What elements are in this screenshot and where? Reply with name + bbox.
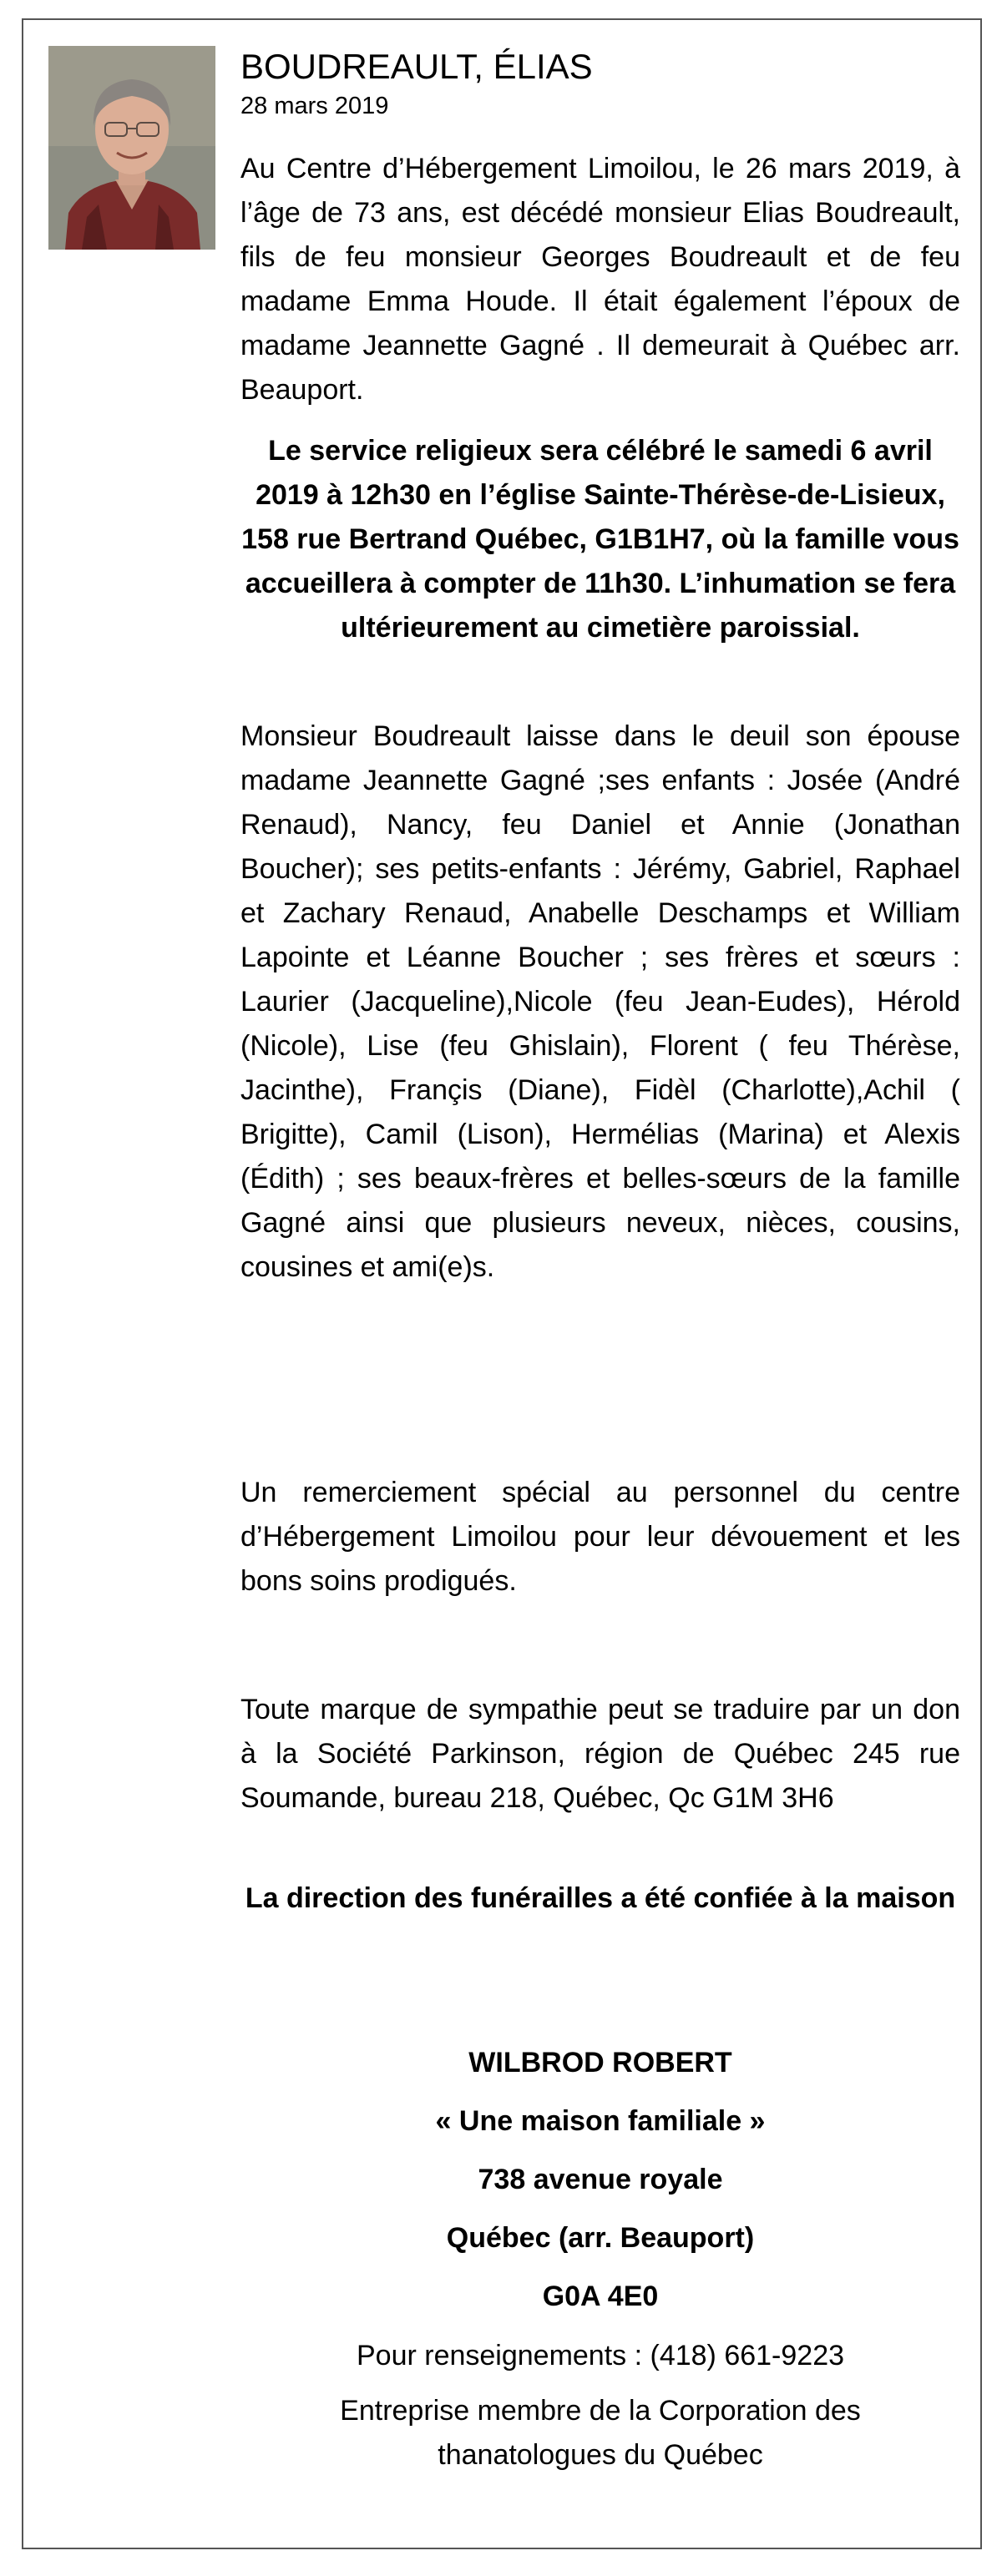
portrait-image — [48, 46, 215, 250]
funeral-home-tagline: « Une maison familiale » — [435, 2105, 766, 2137]
funeral-home-street: 738 avenue royale — [478, 2164, 723, 2195]
deceased-name: BOUDREAULT, ÉLIAS — [240, 47, 593, 86]
funeral-home-city: Québec (arr. Beauport) — [446, 2222, 755, 2254]
funeral-home-name: WILBROD ROBERT — [468, 2047, 732, 2078]
sympathy-paragraph: Toute marque de sympathie peut se traduire par un don à la Société Parkinson, région de Québec 245 rue Soumande, bureau 218, Québec, Qc G1M 3H6 — [240, 1694, 960, 1814]
thanks-paragraph: Un remerciement spécial au personnel du centre d’Hébergement Limoilou pour leur dévouement et les bons soins prodigués. — [240, 1477, 960, 1597]
service-announcement: Le service religieux sera célébré le samedi 6 avril 2019 à 12h30 en l’église Sainte-Thérèse-de-Lisieux, 158 rue Bertrand Québec, G1B1H7, où la famille vous accueillera à compter de 11h30. L’inhumation se fera ultérieurement au cimetière paroissial. — [241, 435, 959, 644]
portrait-photo — [48, 46, 215, 250]
info-phone: Pour renseignements : (418) 661-9223 — [356, 2340, 845, 2371]
family-paragraph: Monsieur Boudreault laisse dans le deuil son épouse madame Jeannette Gagné ;ses enfants : Josée (André Renaud), Nancy, feu Daniel et Annie (Jonathan Boucher); ses petits-enfants : Jérémy, Gabriel, Raphael et Zachary Renaud, Anabelle Deschamps et William Lapointe et Léanne Boucher ; ses frères et sœurs : Laurier (Jacqueline),Nicole (feu Jean-Eudes), Hérold (Nicole), Lise (feu Ghislain), Florent ( feu Thérèse, Jacinthe), Françis (Diane), Fidèl (Charlotte),Achil ( Brigitte), Camil (Lison), Hermélias (Marina) et Alexis (Édith) ; ses beaux-frères et belles-sœurs de la famille Gagné ainsi que plusieurs neveux, nièces, cousins, cousines et ami(e)s. — [240, 720, 960, 1283]
publication-date: 28 mars 2019 — [240, 93, 389, 119]
membership-note: Entreprise membre de la Corporation des thanatologues du Québec — [340, 2395, 861, 2471]
funeral-home-postal: G0A 4E0 — [542, 2281, 659, 2312]
intro-paragraph: Au Centre d’Hébergement Limoilou, le 26 mars 2019, à l’âge de 73 ans, est décédé monsieur Elias Boudreault, fils de feu monsieur Georges Boudreault et de feu madame Emma Houde. Il était également l’époux de madame Jeannette Gagné . Il demeurait à Québec arr. Beauport. — [240, 153, 960, 406]
funeral-home-block — [240, 2033, 960, 2326]
funeral-direction: La direction des funérailles a été confiée à la maison — [245, 1882, 956, 1914]
